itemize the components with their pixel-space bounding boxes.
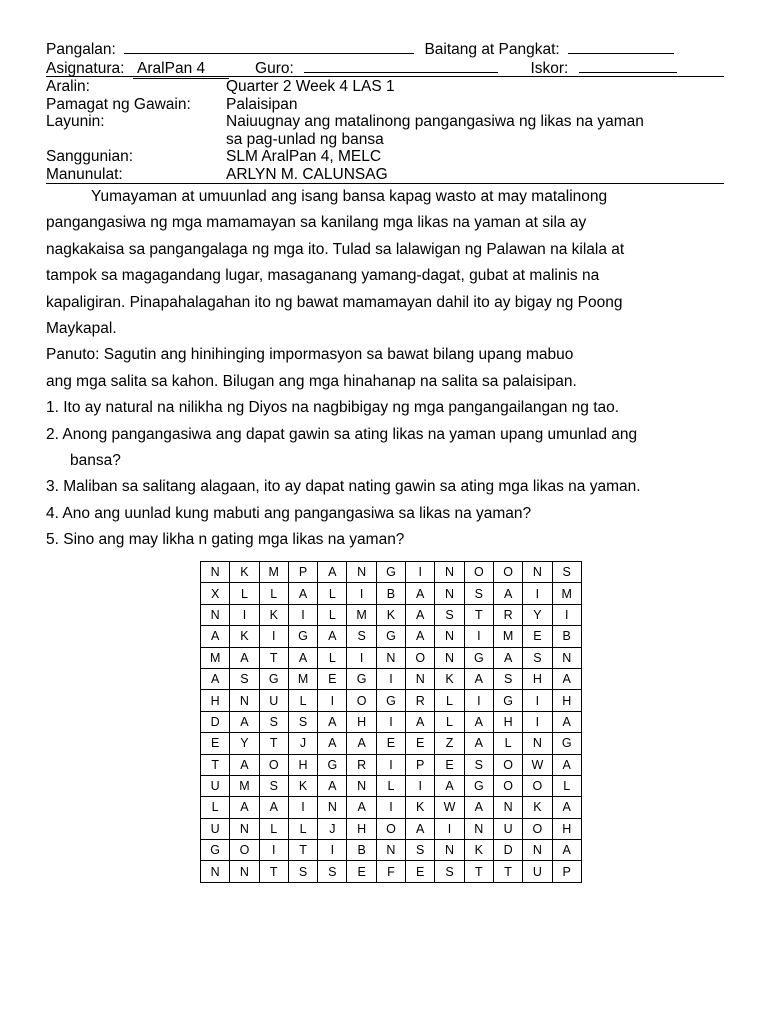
grid-cell[interactable]: H xyxy=(493,711,522,732)
grid-cell[interactable]: A xyxy=(288,647,317,668)
grid-cell[interactable]: I xyxy=(347,647,376,668)
grid-cell[interactable]: I xyxy=(230,604,259,625)
grid-cell[interactable]: O xyxy=(523,818,552,839)
grid-cell[interactable]: A xyxy=(435,775,464,796)
grid-cell[interactable]: A xyxy=(230,647,259,668)
meta-value: Naiuugnay ang matalinong pangangasiwa ng likas na yaman xyxy=(226,113,644,130)
grid-cell[interactable]: N xyxy=(201,562,230,583)
grid-row xyxy=(201,861,582,882)
grid-cell[interactable]: T xyxy=(288,840,317,861)
grid-cell[interactable]: L xyxy=(435,711,464,732)
intro-line: nagkakaisa sa pangangalaga ng mga ito. Tulad sa lalawigan ng Palawan na kilala at xyxy=(46,240,625,258)
grid-cell[interactable]: U xyxy=(523,861,552,882)
grid-cell[interactable]: X xyxy=(201,583,230,604)
meta-label: Layunin: xyxy=(46,113,105,130)
grid-cell[interactable]: B xyxy=(552,626,581,647)
grid-cell[interactable]: N xyxy=(435,647,464,668)
grid-cell[interactable]: P xyxy=(406,754,435,775)
grid-cell[interactable]: A xyxy=(552,668,581,689)
intro-line: pangangasiwa ng mga mamamayan sa kanilang mga likas na yaman at sila ay xyxy=(46,214,587,232)
grid-cell[interactable]: A xyxy=(493,647,522,668)
grid-cell[interactable]: A xyxy=(406,818,435,839)
grid-row xyxy=(201,668,582,689)
grid-cell[interactable]: H xyxy=(552,690,581,711)
grid-cell[interactable]: T xyxy=(259,733,288,754)
grid-cell[interactable]: N xyxy=(230,690,259,711)
grid-cell[interactable]: I xyxy=(406,775,435,796)
grid-cell[interactable]: M xyxy=(288,668,317,689)
grid-cell[interactable]: U xyxy=(493,818,522,839)
grid-cell[interactable]: A xyxy=(259,797,288,818)
grid-cell[interactable]: I xyxy=(259,840,288,861)
grid-cell[interactable]: I xyxy=(376,668,405,689)
grid-cell[interactable]: D xyxy=(493,840,522,861)
grid-row xyxy=(201,647,582,668)
grid-cell[interactable]: O xyxy=(464,562,493,583)
meta-row xyxy=(46,96,724,114)
grid-cell[interactable]: A xyxy=(552,797,581,818)
grid-cell[interactable]: B xyxy=(376,583,405,604)
grid-cell[interactable]: N xyxy=(201,604,230,625)
grid-cell[interactable]: S xyxy=(552,562,581,583)
grid-cell[interactable]: N xyxy=(406,668,435,689)
grid-cell[interactable]: A xyxy=(230,711,259,732)
meta-value: sa pag-unlad ng bansa xyxy=(226,130,384,148)
meta-value: Palaisipan xyxy=(226,95,298,113)
grid-cell[interactable]: R xyxy=(406,690,435,711)
meta-row xyxy=(46,113,724,131)
grid-cell[interactable]: A xyxy=(406,604,435,625)
question-3: 3. Maliban sa salitang alagaan, ito ay dapat nating gawin sa ating mga likas na yaman. xyxy=(46,478,641,496)
grid-row xyxy=(201,840,582,861)
grid-cell[interactable]: I xyxy=(523,690,552,711)
grid-cell[interactable]: G xyxy=(318,754,347,775)
grid-cell[interactable]: S xyxy=(259,775,288,796)
grid-cell[interactable]: L xyxy=(435,690,464,711)
header-line-1 xyxy=(46,38,724,57)
grid-cell[interactable]: I xyxy=(523,711,552,732)
header-line-2 xyxy=(46,57,724,76)
grid-cell[interactable]: K xyxy=(259,604,288,625)
grid-cell[interactable]: E xyxy=(406,733,435,754)
grid-cell[interactable]: T xyxy=(464,861,493,882)
meta-row xyxy=(46,78,724,96)
grid-cell[interactable]: N xyxy=(523,733,552,754)
grid-cell[interactable]: S xyxy=(435,604,464,625)
grid-cell[interactable]: E xyxy=(523,626,552,647)
grid-cell[interactable]: I xyxy=(464,626,493,647)
grid-cell[interactable]: J xyxy=(288,733,317,754)
grid-cell[interactable]: A xyxy=(406,583,435,604)
grid-cell[interactable]: I xyxy=(318,690,347,711)
meta-value: ARLYN M. CALUNSAG xyxy=(226,165,388,183)
grid-cell[interactable]: I xyxy=(464,690,493,711)
asignatura-field xyxy=(133,59,229,79)
grid-cell[interactable]: O xyxy=(259,754,288,775)
grid-cell[interactable]: S xyxy=(464,583,493,604)
grid-cell[interactable]: N xyxy=(464,818,493,839)
grid-cell[interactable]: S xyxy=(318,861,347,882)
grid-cell[interactable]: A xyxy=(552,840,581,861)
grid-cell[interactable]: E xyxy=(406,861,435,882)
grid-cell[interactable]: L xyxy=(230,583,259,604)
grid-cell[interactable]: A xyxy=(230,797,259,818)
grid-cell[interactable]: S xyxy=(230,668,259,689)
meta-row xyxy=(46,148,724,166)
grid-cell[interactable]: L xyxy=(318,604,347,625)
grid-cell[interactable]: I xyxy=(523,583,552,604)
grid-cell[interactable]: N xyxy=(523,562,552,583)
grid-cell[interactable]: K xyxy=(464,840,493,861)
grid-cell[interactable]: G xyxy=(201,840,230,861)
meta-label: Aralin: xyxy=(46,78,90,95)
grid-cell[interactable]: A xyxy=(406,711,435,732)
grid-cell[interactable]: L xyxy=(376,775,405,796)
grid-cell[interactable]: M xyxy=(230,775,259,796)
pangalan-field[interactable] xyxy=(124,38,414,54)
grid-cell[interactable]: G xyxy=(347,668,376,689)
grid-cell[interactable]: S xyxy=(288,861,317,882)
grid-cell[interactable]: S xyxy=(259,711,288,732)
grid-row xyxy=(201,562,582,583)
grid-cell[interactable]: A xyxy=(464,711,493,732)
grid-cell[interactable]: K xyxy=(230,626,259,647)
grid-cell[interactable]: I xyxy=(288,797,317,818)
grid-row xyxy=(201,797,582,818)
baitang-field[interactable] xyxy=(568,38,674,54)
grid-cell[interactable]: R xyxy=(493,604,522,625)
grid-cell[interactable]: I xyxy=(259,626,288,647)
intro-line: Maykapal. xyxy=(46,320,117,338)
grid-cell[interactable]: N xyxy=(552,647,581,668)
grid-cell[interactable]: E xyxy=(376,733,405,754)
grid-cell[interactable]: U xyxy=(201,818,230,839)
grid-cell[interactable]: A xyxy=(347,797,376,818)
grid-row xyxy=(201,818,582,839)
grid-cell[interactable]: T xyxy=(464,604,493,625)
grid-cell[interactable]: O xyxy=(493,775,522,796)
intro-line: kapaligiran. Pinapahalagahan ito ng bawat mamamayan dahil ito ay bigay ng Poong xyxy=(46,293,623,311)
grid-cell[interactable]: A xyxy=(464,733,493,754)
grid-cell[interactable]: I xyxy=(318,840,347,861)
grid-cell[interactable]: H xyxy=(523,668,552,689)
grid-cell[interactable]: I xyxy=(406,562,435,583)
grid-cell[interactable]: L xyxy=(318,647,347,668)
grid-cell[interactable]: M xyxy=(493,626,522,647)
grid-cell[interactable]: A xyxy=(406,626,435,647)
grid-cell[interactable]: I xyxy=(435,818,464,839)
question-2: 2. Anong pangangasiwa ang dapat gawin sa ating likas na yaman upang umunlad ang xyxy=(46,425,638,443)
grid-cell[interactable]: A xyxy=(464,797,493,818)
grid-cell[interactable]: I xyxy=(347,583,376,604)
question-5: 5. Sino ang may likha n gating mga likas na yaman? xyxy=(46,531,405,549)
grid-cell[interactable]: A xyxy=(288,583,317,604)
grid-cell[interactable]: T xyxy=(259,861,288,882)
worksheet-body xyxy=(46,184,726,554)
grid-cell[interactable]: N xyxy=(376,840,405,861)
grid-cell[interactable]: N xyxy=(230,818,259,839)
pangalan-label: Pangalan: xyxy=(46,41,116,58)
grid-cell[interactable]: N xyxy=(376,647,405,668)
grid-cell[interactable]: G xyxy=(464,647,493,668)
grid-cell[interactable]: G xyxy=(288,626,317,647)
grid-cell[interactable]: P xyxy=(552,861,581,882)
grid-cell[interactable]: E xyxy=(435,754,464,775)
grid-cell[interactable]: G xyxy=(376,562,405,583)
guro-field[interactable] xyxy=(304,57,498,73)
grid-cell[interactable]: F xyxy=(376,861,405,882)
grid-cell[interactable]: W xyxy=(523,754,552,775)
grid-cell[interactable]: K xyxy=(435,668,464,689)
instructions-line: Panuto: Sagutin ang hinihinging impormasyon sa bawat bilang upang mabuo xyxy=(46,346,574,364)
grid-cell[interactable]: A xyxy=(318,626,347,647)
grid-row xyxy=(201,775,582,796)
grid-cell[interactable]: N xyxy=(201,861,230,882)
grid-cell[interactable]: M xyxy=(201,647,230,668)
grid-cell[interactable]: W xyxy=(435,797,464,818)
grid-cell[interactable]: N xyxy=(493,797,522,818)
grid-cell[interactable]: S xyxy=(288,711,317,732)
grid-cell[interactable]: N xyxy=(435,583,464,604)
grid-cell[interactable]: L xyxy=(201,797,230,818)
grid-cell[interactable]: G xyxy=(552,733,581,754)
grid-cell[interactable]: N xyxy=(230,861,259,882)
meta-value: Quarter 2 Week 4 LAS 1 xyxy=(226,78,395,95)
lesson-info xyxy=(46,78,724,183)
grid-cell[interactable]: S xyxy=(523,647,552,668)
question-1: 1. Ito ay natural na nilikha ng Diyos na nagbibigay ng mga pangangailangan ng tao. xyxy=(46,399,620,417)
grid-cell[interactable]: A xyxy=(201,668,230,689)
grid-cell[interactable]: I xyxy=(376,754,405,775)
grid-cell[interactable]: H xyxy=(347,818,376,839)
grid-cell[interactable]: O xyxy=(376,818,405,839)
grid-cell[interactable]: I xyxy=(552,604,581,625)
grid-cell[interactable]: G xyxy=(259,668,288,689)
grid-cell[interactable]: R xyxy=(347,754,376,775)
grid-cell[interactable]: G xyxy=(376,690,405,711)
grid-cell[interactable]: O xyxy=(493,562,522,583)
grid-cell[interactable]: K xyxy=(523,797,552,818)
grid-cell[interactable]: S xyxy=(347,626,376,647)
grid-cell[interactable]: M xyxy=(259,562,288,583)
grid-cell[interactable]: S xyxy=(464,754,493,775)
grid-cell[interactable]: A xyxy=(318,562,347,583)
grid-cell[interactable]: S xyxy=(406,840,435,861)
meta-label: Sanggunian: xyxy=(46,148,134,165)
question-2-continued: bansa? xyxy=(70,452,121,470)
grid-cell[interactable]: N xyxy=(435,562,464,583)
grid-cell[interactable]: A xyxy=(552,711,581,732)
grid-cell[interactable]: G xyxy=(493,690,522,711)
grid-cell[interactable]: K xyxy=(288,775,317,796)
grid-cell[interactable]: O xyxy=(523,775,552,796)
grid-cell[interactable]: A xyxy=(347,733,376,754)
baitang-label: Baitang at Pangkat: xyxy=(424,41,560,58)
grid-cell[interactable]: H xyxy=(201,690,230,711)
asignatura-label: Asignatura: xyxy=(46,60,125,77)
meta-row xyxy=(46,131,724,149)
grid-cell[interactable]: A xyxy=(552,754,581,775)
grid-cell[interactable]: O xyxy=(406,647,435,668)
grid-cell[interactable]: O xyxy=(230,840,259,861)
grid-cell[interactable]: U xyxy=(201,775,230,796)
grid-cell[interactable]: Y xyxy=(230,733,259,754)
grid-cell[interactable]: S xyxy=(435,861,464,882)
meta-label: Manunulat: xyxy=(46,165,123,183)
grid-cell[interactable]: H xyxy=(288,754,317,775)
grid-cell[interactable]: N xyxy=(523,840,552,861)
grid-cell[interactable]: G xyxy=(376,626,405,647)
grid-cell[interactable]: M xyxy=(552,583,581,604)
grid-cell[interactable]: A xyxy=(318,711,347,732)
grid-cell[interactable]: B xyxy=(347,840,376,861)
grid-cell[interactable]: O xyxy=(347,690,376,711)
grid-cell[interactable]: O xyxy=(493,754,522,775)
grid-cell[interactable]: L xyxy=(259,818,288,839)
grid-cell[interactable]: N xyxy=(435,626,464,647)
grid-cell[interactable]: Z xyxy=(435,733,464,754)
intro-line: Yumayaman at umuunlad ang isang bansa kapag wasto at may matalinong xyxy=(91,188,608,205)
iskor-field[interactable] xyxy=(579,57,677,73)
grid-cell[interactable]: L xyxy=(318,583,347,604)
grid-cell[interactable]: L xyxy=(259,583,288,604)
grid-cell[interactable]: T xyxy=(201,754,230,775)
grid-cell[interactable]: H xyxy=(552,818,581,839)
grid-cell[interactable]: T xyxy=(259,647,288,668)
worksheet-header xyxy=(46,38,724,77)
word-search-grid[interactable] xyxy=(200,561,582,883)
grid-cell[interactable]: L xyxy=(288,818,317,839)
grid-cell[interactable]: A xyxy=(464,668,493,689)
grid-cell[interactable]: D xyxy=(201,711,230,732)
grid-cell[interactable]: Y xyxy=(523,604,552,625)
grid-cell[interactable]: E xyxy=(347,861,376,882)
grid-cell[interactable]: K xyxy=(230,562,259,583)
grid-row xyxy=(201,626,582,647)
grid-cell[interactable]: L xyxy=(552,775,581,796)
grid-cell[interactable]: I xyxy=(288,604,317,625)
grid-cell[interactable]: L xyxy=(493,733,522,754)
grid-row xyxy=(201,690,582,711)
grid-row xyxy=(201,711,582,732)
grid-cell[interactable]: A xyxy=(201,626,230,647)
grid-cell[interactable]: I xyxy=(376,711,405,732)
grid-cell[interactable]: A xyxy=(318,775,347,796)
grid-cell[interactable]: U xyxy=(259,690,288,711)
grid-cell[interactable]: E xyxy=(318,668,347,689)
grid-row xyxy=(201,604,582,625)
grid-row xyxy=(201,754,582,775)
asignatura-value: AralPan 4 xyxy=(137,60,206,77)
grid-cell[interactable]: P xyxy=(288,562,317,583)
grid-cell[interactable]: J xyxy=(318,818,347,839)
grid-cell[interactable]: A xyxy=(493,583,522,604)
grid-row xyxy=(201,583,582,604)
grid-row xyxy=(201,733,582,754)
grid-cell[interactable]: K xyxy=(406,797,435,818)
meta-row xyxy=(46,166,724,184)
grid-cell[interactable]: T xyxy=(493,861,522,882)
question-4: 4. Ano ang uunlad kung mabuti ang pangangasiwa sa likas na yaman? xyxy=(46,504,532,522)
grid-cell[interactable]: E xyxy=(201,733,230,754)
grid-cell[interactable]: I xyxy=(376,797,405,818)
grid-cell[interactable]: K xyxy=(376,604,405,625)
grid-cell[interactable]: H xyxy=(347,711,376,732)
meta-value: SLM AralPan 4, MELC xyxy=(226,148,382,165)
iskor-label: Iskor: xyxy=(530,60,569,77)
meta-label xyxy=(46,131,226,149)
meta-label: Pamagat ng Gawain: xyxy=(46,95,191,113)
grid-cell[interactable]: N xyxy=(318,797,347,818)
grid-cell[interactable]: S xyxy=(493,668,522,689)
grid-cell[interactable]: A xyxy=(318,733,347,754)
instructions-line: ang mga salita sa kahon. Bilugan ang mga hinahanap na salita sa palaisipan. xyxy=(46,372,577,390)
guro-label: Guro: xyxy=(255,60,294,77)
grid-cell[interactable]: G xyxy=(464,775,493,796)
grid-cell[interactable]: N xyxy=(435,840,464,861)
grid-cell[interactable]: L xyxy=(288,690,317,711)
grid-cell[interactable]: N xyxy=(347,562,376,583)
grid-cell[interactable]: A xyxy=(230,754,259,775)
intro-line: tampok sa magagandang lugar, masaganang yamang-dagat, gubat at malinis na xyxy=(46,267,600,285)
grid-cell[interactable]: M xyxy=(347,604,376,625)
grid-cell[interactable]: N xyxy=(347,775,376,796)
